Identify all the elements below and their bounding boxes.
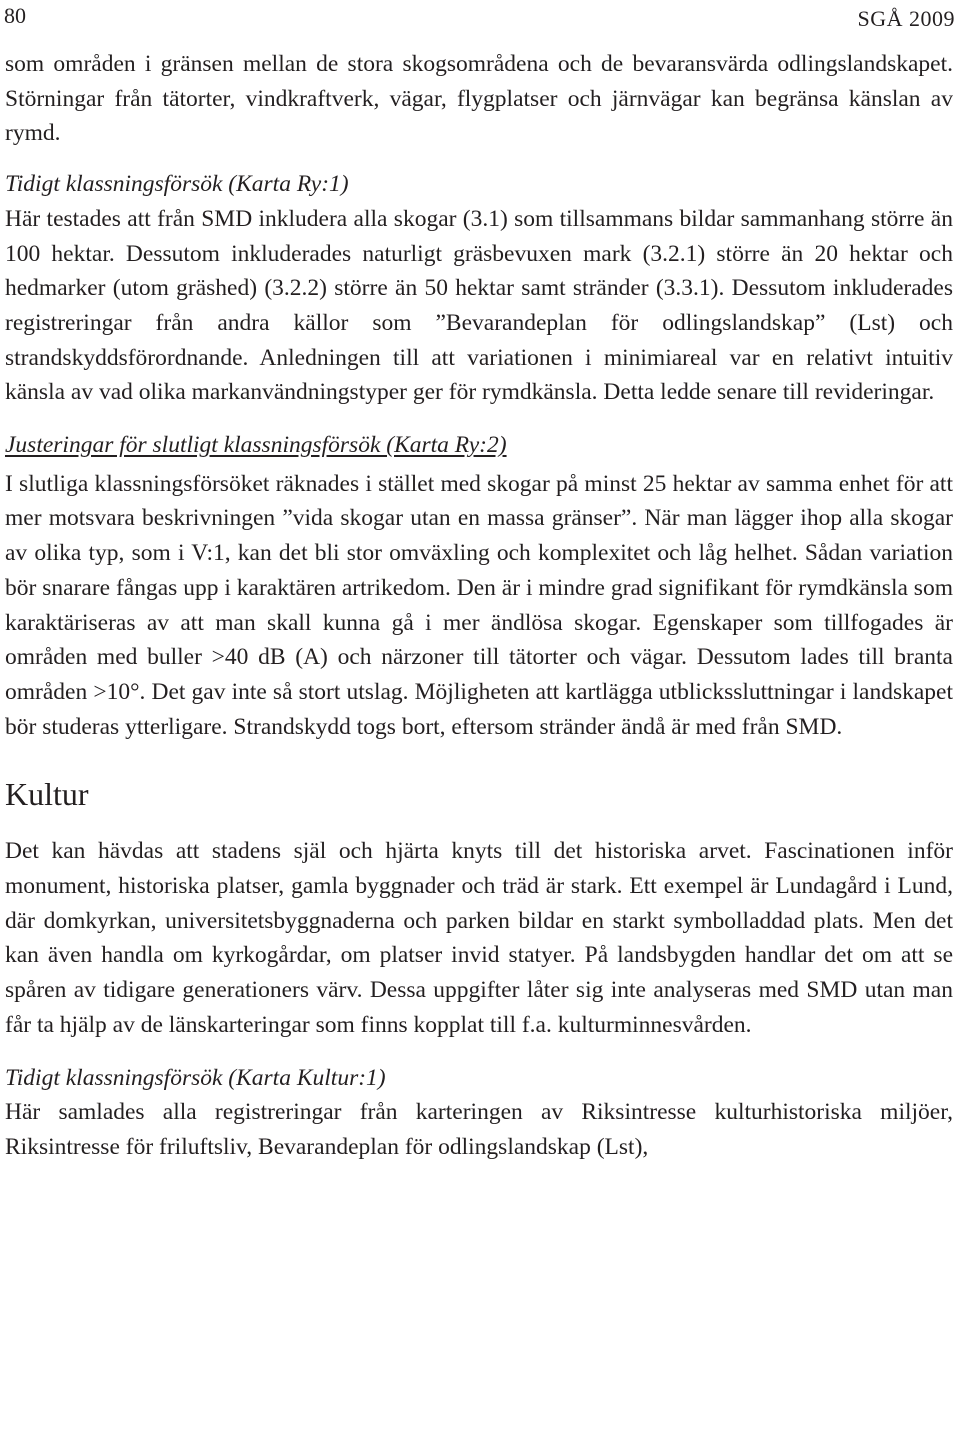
section-heading-kultur: Kultur [5, 776, 89, 813]
paragraph-ry2: I slutliga klassningsförsöket räknades i stället med skogar på minst 25 hektar av samma enhet för att mer motsvara beskrivningen ”vida skogar utan en massa gränser”. När man lägger ihop alla skogar av olika typ, som i V:1, kan det bli stor omväxling och komplexitet och låg helhet. Sådan variation bör snarare fångas upp i karaktären artrikedom. Den är i mindre grad signifikant för rymdkänsla som karaktäriseras av att man skall kunna gå i mer ändlösa skogar. Egenskaper som tillfogades är områden med buller >40 dB (A) och närzoner till tätorter och vägar. Dessutom lades till branta områden >10°. Det gav inte så stort utslag. Möjligheten att kartlägga utblickssluttningar i landskapet bör studeras ytterligare. Strandskydd togs bort, eftersom stränder ändå är med från SMD. [5, 470, 953, 740]
subheading-ry1: Tidigt klassningsförsök (Karta Ry:1) [5, 171, 349, 198]
paragraph-kultur1: Här samlades alla registreringar från karteringen av Riksintresse kulturhistoriska miljöer, Riksintresse för friluftsliv, Bevarandeplan för odlingslandskap (Lst), [5, 1099, 953, 1160]
subheading-ry2: Justeringar för slutligt klassningsförsök (Karta Ry:2) [5, 432, 507, 459]
paragraph-rymd-intro: som områden i gränsen mellan de stora skogsområdena och de bevaransvärda odlingslandskapet. Störningar från tätorter, vindkraftverk, vägar, flygplatser och järnvägar kan begränsa känslan av rymd. [5, 51, 953, 147]
page-header [0, 0, 960, 36]
subheading-kultur1: Tidigt klassningsförsök (Karta Kultur:1) [5, 1064, 386, 1091]
page-number: 80 [4, 3, 26, 28]
paragraph-kultur: Det kan hävdas att stadens själ och hjärta knyts till det historiska arvet. Fascinationen inför monument, historiska platser, gamla byggnader och träd är stark. Ett exempel är Lundagård i Lund, där domkyrkan, universitetsbyggnaderna och parken bildar en starkt symbolladdad plats. Men det kan även handla om kyrkogårdar, om platser invid statyer. På landsbygden handlar det om att se spåren av tidigare generationers värv. Dessa uppgifter låter sig inte analyseras med SMD utan man får ta hjälp av de länskarteringar som finns kopplat till f.a. kulturminnesvården. [5, 838, 953, 1038]
page-body [5, 47, 953, 1165]
running-head: SGÅ 2009 [857, 6, 955, 31]
paragraph-ry1: Här testades att från SMD inkludera alla skogar (3.1) som tillsammans bildar sammanhang större än 100 hektar. Dessutom inkluderades naturligt gräsbevuxen mark (3.2.1) större än 20 hektar och hedmarker (utom gräshed) (3.2.2) större än 50 hektar samt stränder (3.3.1). Dessutom inkluderades registreringar från andra källor som ”Bevarandeplan för odlingslandskap” (Lst) och strandskyddsförordnande. Anledningen till att variationen i minimiareal var en relativt intuitiv känsla av vad olika markanvändningstyper ger för rymdkänsla. Detta ledde senare till revideringar. [5, 205, 953, 406]
